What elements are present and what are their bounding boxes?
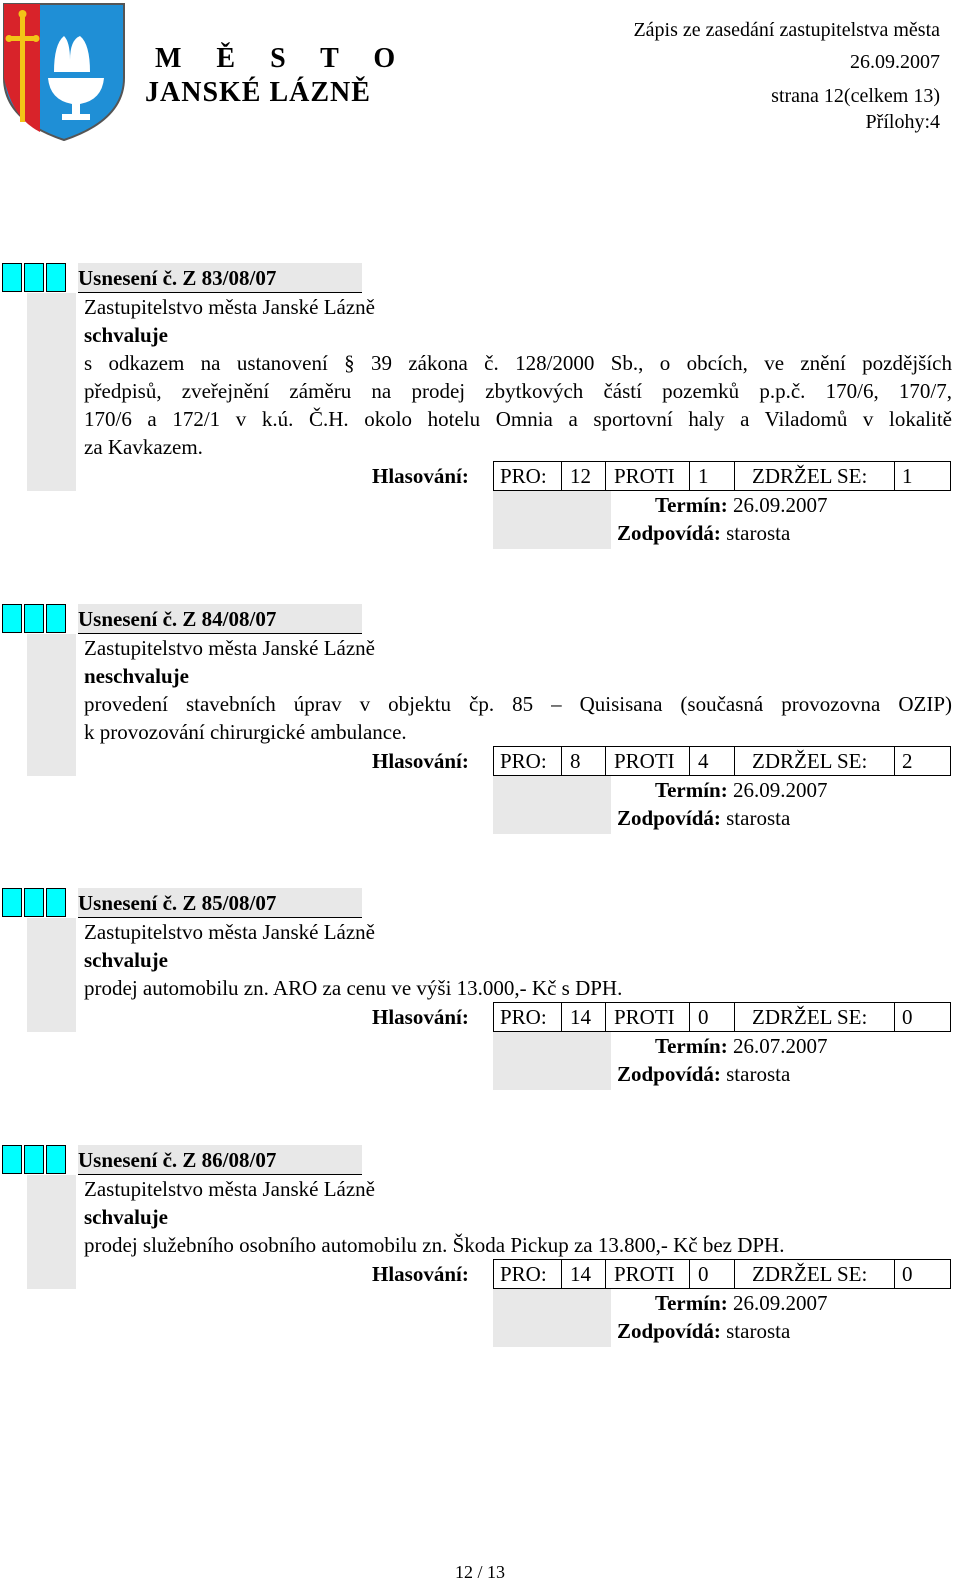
responsible-label: Zodpovídá: (617, 1319, 721, 1343)
responsible (617, 1060, 790, 1088)
vote-table (493, 1002, 951, 1032)
zdrzel-value: 1 (902, 464, 913, 488)
vote-table (493, 1259, 951, 1289)
responsible-label: Zodpovídá: (617, 1062, 721, 1086)
resolution-title: Usnesení č. Z 85/08/07 (78, 888, 362, 918)
proti-value: 4 (698, 749, 709, 773)
zdrzel-label: ZDRŽEL SE: (752, 749, 868, 773)
marker-square (24, 263, 44, 292)
proti-value: 0 (698, 1262, 709, 1286)
marker-square (46, 888, 66, 917)
deadline-label: Termín: (655, 493, 728, 517)
marker-square (46, 1145, 66, 1174)
document-date: 26.09.2007 (850, 51, 940, 73)
document-title: Zápis ze zasedání zastupitelstva města (633, 19, 940, 41)
side-bar (27, 293, 76, 491)
pro-label: PRO: (500, 749, 547, 773)
marker-square (2, 263, 22, 292)
resolution-title: Usnesení č. Z 84/08/07 (78, 604, 362, 634)
pro-label: PRO: (500, 1005, 547, 1029)
resolution-body: Zastupitelstvo města Janské Lázně (84, 920, 375, 944)
resolution-text-line: předpisů, zveřejnění záměru na prodej zbytkových částí pozemků p.p.č. 170/6, 170/7, (84, 379, 952, 403)
deadline (655, 1289, 827, 1317)
shaded-box (493, 491, 611, 549)
zdrzel-label: ZDRŽEL SE: (752, 464, 868, 488)
responsible-label: Zodpovídá: (617, 521, 721, 545)
voting-label: Hlasování: (372, 749, 469, 773)
resolution-text-line: s odkazem na ustanovení § 39 zákona č. 128/2000 Sb., o obcích, ve znění pozdějších (84, 351, 952, 375)
resolution-verb: schvaluje (84, 323, 168, 347)
marker-square (2, 604, 22, 633)
marker-square (24, 604, 44, 633)
proti-label: PROTI (614, 1262, 675, 1286)
proti-label: PROTI (614, 1005, 675, 1029)
coat-of-arms-icon (0, 0, 128, 142)
marker-square (24, 1145, 44, 1174)
resolution-verb: schvaluje (84, 1205, 168, 1229)
resolution-title: Usnesení č. Z 86/08/07 (78, 1145, 362, 1175)
zdrzel-label: ZDRŽEL SE: (752, 1005, 868, 1029)
deadline-value: 26.09.2007 (732, 1291, 828, 1315)
zdrzel-value: 2 (902, 749, 913, 773)
deadline-value: 26.09.2007 (732, 778, 828, 802)
responsible (617, 804, 790, 832)
resolution-body: Zastupitelstvo města Janské Lázně (84, 295, 375, 319)
resolution-body: Zastupitelstvo města Janské Lázně (84, 1177, 375, 1201)
zdrzel-value: 0 (902, 1005, 913, 1029)
resolution-verb: neschvaluje (84, 664, 189, 688)
proti-label: PROTI (614, 749, 675, 773)
responsible-value: starosta (726, 806, 791, 830)
pro-value: 8 (570, 749, 581, 773)
town-name-line2: JANSKÉ LÁZNĚ (145, 77, 371, 108)
marker-square (2, 888, 22, 917)
resolution-text-line: 170/6 a 172/1 v k.ú. Č.H. okolo hotelu Omnia a sportovní haly a Viladomů v lokalitě (84, 407, 952, 431)
side-bar (27, 918, 76, 1032)
pro-value: 12 (570, 464, 591, 488)
pro-value: 14 (570, 1262, 591, 1286)
resolution-text-line: prodej služebního osobního automobilu zn. Škoda Pickup za 13.800,- Kč bez DPH. (84, 1233, 785, 1257)
voting-label: Hlasování: (372, 1262, 469, 1286)
deadline (655, 1032, 827, 1060)
resolution-body: Zastupitelstvo města Janské Lázně (84, 636, 375, 660)
responsible (617, 519, 790, 547)
responsible-value: starosta (726, 521, 791, 545)
pro-label: PRO: (500, 464, 547, 488)
vote-table (493, 746, 951, 776)
resolution-text-line: za Kavkazem. (84, 435, 203, 459)
responsible-value: starosta (726, 1062, 791, 1086)
resolution-text-line: provedení stavebních úprav v objektu čp. 85 – Quisisana (současná provozovna OZIP) (84, 692, 952, 716)
marker-square (24, 888, 44, 917)
side-bar (27, 634, 76, 776)
resolution-text-line: k provozování chirurgické ambulance. (84, 720, 407, 744)
page-number: 12 / 13 (454, 1562, 505, 1582)
deadline-value: 26.09.2007 (732, 493, 828, 517)
vote-table (493, 461, 951, 491)
marker-square (46, 604, 66, 633)
marker-square (2, 1145, 22, 1174)
pro-value: 14 (570, 1005, 591, 1029)
voting-label: Hlasování: (372, 464, 469, 488)
deadline-label: Termín: (655, 1034, 728, 1058)
deadline-label: Termín: (655, 778, 728, 802)
zdrzel-label: ZDRŽEL SE: (752, 1262, 868, 1286)
voting-label: Hlasování: (372, 1005, 469, 1029)
proti-value: 0 (698, 1005, 709, 1029)
side-bar (27, 1175, 76, 1289)
responsible-value: starosta (726, 1319, 791, 1343)
shaded-box (493, 1032, 611, 1090)
pro-label: PRO: (500, 1262, 547, 1286)
deadline (655, 491, 827, 519)
town-name-line1: M Ě S T O (155, 43, 410, 74)
deadline-label: Termín: (655, 1291, 728, 1315)
attachments-info: Přílohy:4 (865, 111, 940, 133)
resolution-verb: schvaluje (84, 948, 168, 972)
deadline-value: 26.07.2007 (732, 1034, 828, 1058)
responsible (617, 1317, 790, 1345)
zdrzel-value: 0 (902, 1262, 913, 1286)
proti-label: PROTI (614, 464, 675, 488)
shaded-box (493, 776, 611, 834)
shaded-box (493, 1289, 611, 1347)
marker-square (46, 263, 66, 292)
proti-value: 1 (698, 464, 709, 488)
responsible-label: Zodpovídá: (617, 806, 721, 830)
page-info: strana 12(celkem 13) (771, 85, 940, 107)
resolution-text-line: prodej automobilu zn. ARO za cenu ve výši 13.000,- Kč s DPH. (84, 976, 623, 1000)
resolution-title: Usnesení č. Z 83/08/07 (78, 263, 362, 293)
deadline (655, 776, 827, 804)
